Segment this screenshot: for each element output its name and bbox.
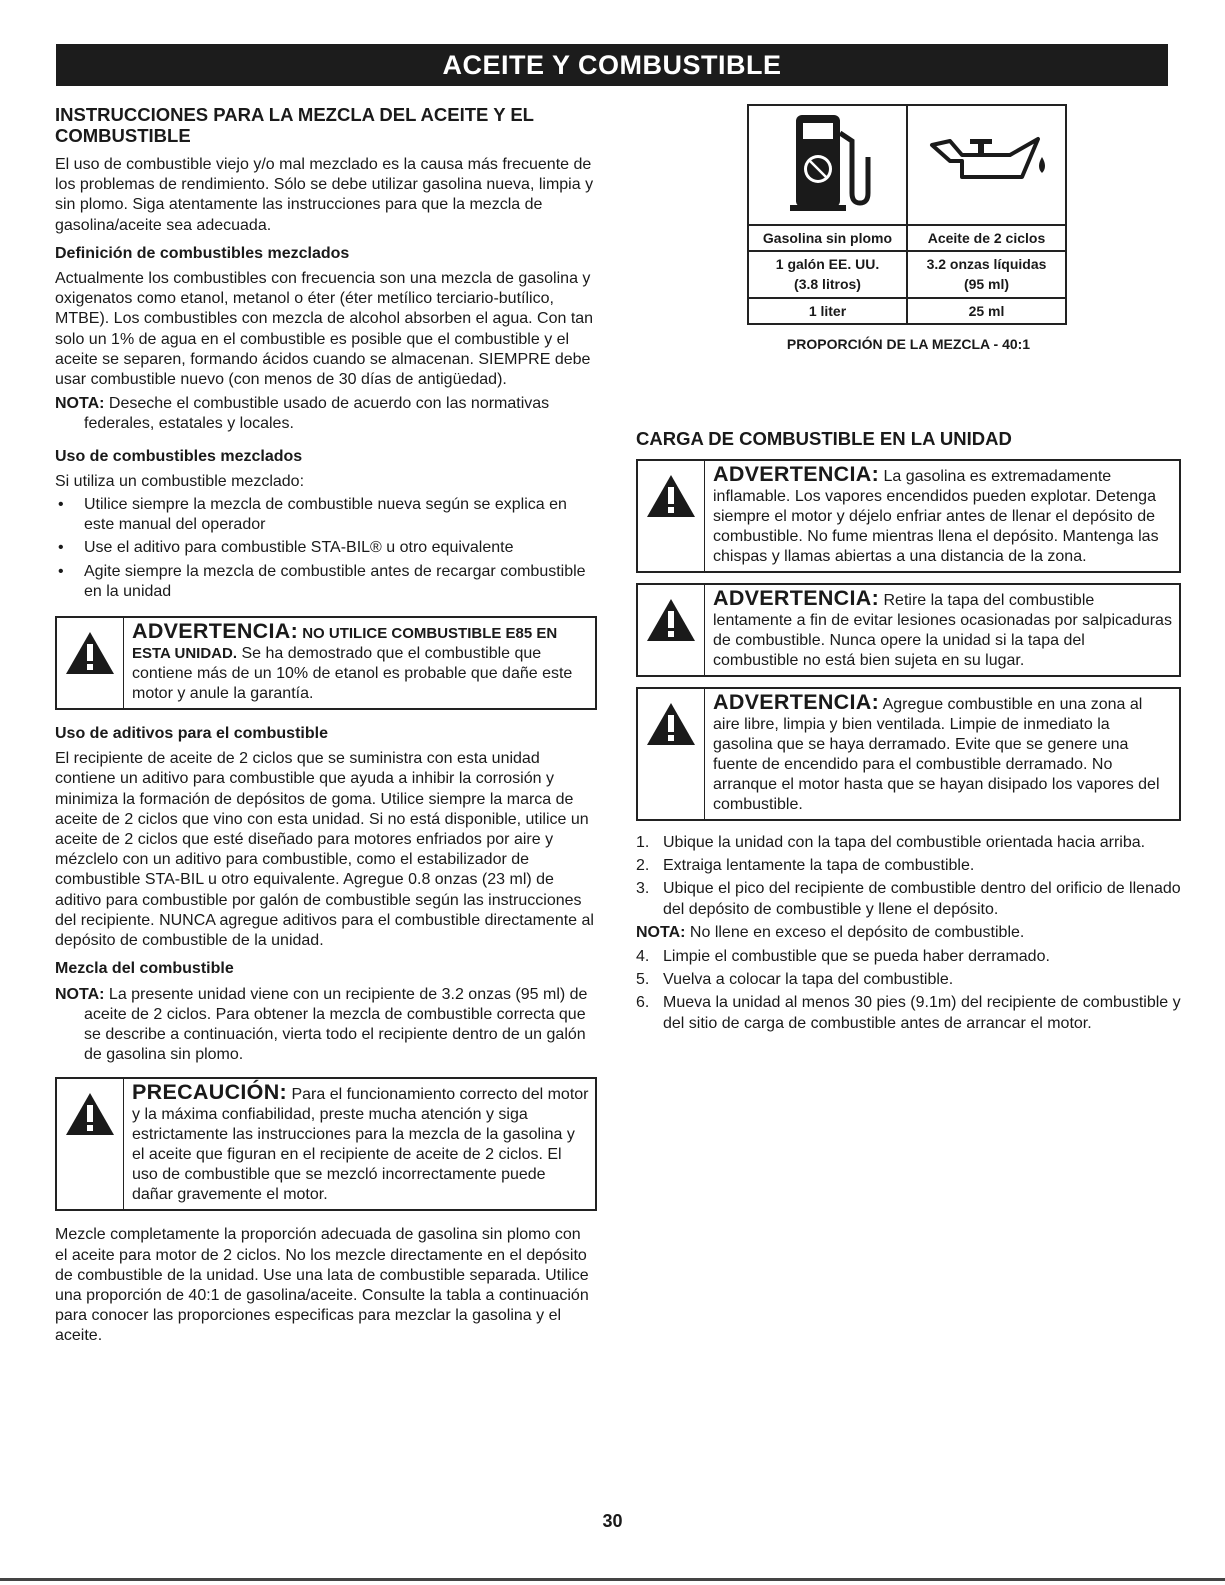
additives-paragraph: El recipiente de aceite de 2 ciclos que se suministra con esta unidad contiene un aditivo para combustible que ayuda a inhibir la corrosión y minimiza la formación de depósitos de goma. Utilice siempre la marca de aceite de 2 ciclos que vino con esta unidad. Si no está disponible, utilice un aceite de 2 ciclos que esté diseñado para motores enfriados por aire y mézclelo con un aditivo para combustible, como el estabilizador de combustible STA-BIL u otro equivalente. Agregue 0.8 onzas (23 ml) de aditivo para combustible por galón de combustible según las instrucciones del recipiente. NUNCA agregue aditivos para el combustible directamente al depósito de combustible de la unidad. bbox=[55, 750, 594, 950]
fuel-mix-heading: Mezcla del combustible bbox=[55, 960, 234, 978]
step-text: Mueva la unidad al menos 30 pies (9.1m) del recipiente de combustible y del sitio de carga de combustible antes de arrancar el motor. bbox=[663, 994, 1181, 1032]
nota-label: NOTA: bbox=[636, 923, 686, 941]
list-item bbox=[636, 879, 1181, 919]
nota-text: No llene en exceso el depósito de combustible. bbox=[685, 923, 1025, 941]
step-text: Extraiga lentamente la tapa de combustible. bbox=[663, 857, 975, 875]
warning-triangle-icon bbox=[57, 618, 124, 708]
warning-caps: NO UTILICE COMBUSTIBLE E85 EN ESTA UNIDAD. bbox=[132, 625, 558, 663]
warning-flammable-text bbox=[705, 461, 1179, 571]
table-cell: 1 liter bbox=[748, 298, 907, 324]
warning-body: Agregue combustible en una zona al aire libre, limpia y bien ventilada. Limpie de inmediato la gasolina que se haya derramado. Evite que se genere una fuente de encendido para el combustible derramado. No arranque el motor hasta que se hayan disipado los vapores del combustible. bbox=[713, 696, 1160, 814]
list-item bbox=[636, 833, 1181, 853]
warning-label: ADVERTENCIA: bbox=[713, 462, 880, 487]
caution-label: PRECAUCIÓN: bbox=[132, 1080, 287, 1105]
list-item bbox=[636, 856, 1181, 876]
table-cell bbox=[748, 251, 907, 297]
fueling-steps-b bbox=[636, 947, 1181, 1034]
warning-e85-box bbox=[55, 616, 597, 710]
fueling-steps-a bbox=[636, 833, 1181, 920]
table-header-gasoline: Gasolina sin plomo bbox=[748, 225, 907, 251]
table-cell-line: 1 galón EE. UU. bbox=[775, 256, 880, 273]
fuel-pump-cell bbox=[748, 105, 907, 225]
warning-triangle-icon bbox=[638, 461, 705, 571]
list-item bbox=[636, 970, 1181, 990]
final-mix-paragraph: Mezcle completamente la proporción adecuada de gasolina sin plomo con el aceite para motor de 2 ciclos. No los mezcle directamente en el depósito de combustible de la unidad. Use una lata de combustible separada. Utilice una proporción de 40:1 de gasolina/aceite. Consulte la tabla a continuación para conocer las proporciones especificas para mezclar la gasolina y el aceite. bbox=[55, 1226, 589, 1345]
step-number: 5. bbox=[636, 971, 650, 989]
warning-triangle-icon bbox=[638, 689, 705, 819]
table-cell-line: (95 ml) bbox=[963, 276, 1010, 293]
table-cell bbox=[907, 251, 1066, 297]
warning-body: Se ha demostrado que el combustible que contiene más de un 10% de etanol es probable que dañe este motor y anule la garantía. bbox=[132, 645, 573, 703]
warning-ventilation-box bbox=[636, 687, 1181, 821]
intro-paragraph: El uso de combustible viejo y/o mal mezclado es la causa más frecuente de los problemas de rendimiento. Sólo se debe utilizar gasolina nueva, limpia y sin plomo. Siga atentamente las instrucciones para que la mezcla de gasolina/aceite sea adecuada. bbox=[55, 156, 594, 234]
warning-triangle-icon bbox=[638, 585, 705, 675]
table-cell: 25 ml bbox=[907, 298, 1066, 324]
fueling-heading: CARGA DE COMBUSTIBLE EN LA UNIDAD bbox=[636, 428, 1012, 450]
definition-paragraph: Actualmente los combustibles con frecuencia son una mezcla de gasolina y oxigenatos como etanol, metanol o éter (éter metílico terciario-butílico, MTBE). Los combustibles con mezcla de alcohol absorben el agua. Con tan solo un 1% de agua en el combustible es posible que el combustible y el aceite se separen, formando ácidos cuando se almacenan. SIEMPRE debe usar combustible nuevo (con menos de 30 días de antigüedad). bbox=[55, 270, 594, 389]
mix-ratio-caption: PROPORCIÓN DE LA MEZCLA - 40:1 bbox=[786, 335, 1031, 352]
nota-label: NOTA: bbox=[55, 395, 105, 413]
warning-label: ADVERTENCIA: bbox=[713, 586, 880, 611]
list-item bbox=[636, 947, 1181, 967]
nota-text: Deseche el combustible usado de acuerdo con las normativas federales, estatales y locales. bbox=[84, 395, 550, 433]
left-column bbox=[55, 104, 597, 1350]
caution-box bbox=[55, 1077, 597, 1211]
table-cell-line: (3.8 litros) bbox=[794, 276, 861, 293]
step-number: 6. bbox=[636, 994, 650, 1012]
bottom-divider bbox=[0, 1578, 1225, 1581]
right-column bbox=[636, 104, 1181, 1037]
mix-instructions-heading: INSTRUCCIONES PARA LA MEZCLA DEL ACEITE Y EL COMBUSTIBLE bbox=[55, 104, 534, 146]
warning-flammable-box bbox=[636, 459, 1181, 573]
warning-e85-text bbox=[124, 618, 595, 708]
step-number: 4. bbox=[636, 948, 650, 966]
warning-label: ADVERTENCIA: bbox=[132, 619, 299, 644]
page-number: 30 bbox=[602, 1511, 623, 1531]
caution-text bbox=[124, 1079, 595, 1209]
additives-heading: Uso de aditivos para el combustible bbox=[55, 725, 328, 743]
fuel-pump-icon bbox=[778, 107, 878, 217]
mixed-fuel-intro: Si utiliza un combustible mezclado: bbox=[55, 472, 305, 490]
nota-oil-container bbox=[55, 985, 597, 1066]
table-cell-line: 3.2 onzas líquidas bbox=[926, 256, 1047, 273]
step-text: Limpie el combustible que se pueda haber derramado. bbox=[663, 948, 1050, 966]
list-item: • Agite siempre la mezcla de combustible antes de recargar combustible en la unidad bbox=[55, 562, 597, 602]
warning-triangle-icon bbox=[57, 1079, 124, 1209]
warning-body: Retire la tapa del combustible lentamente a fin de evitar lesiones ocasionadas por salpicaduras de combustible. Nunca opere la unidad si la tapa del combustible no está bien sujeta en su lugar. bbox=[713, 592, 1172, 670]
nota-label: NOTA: bbox=[55, 985, 105, 1003]
warning-fuel-cap-box bbox=[636, 583, 1181, 677]
warning-label: ADVERTENCIA: bbox=[713, 690, 880, 715]
warning-body: La gasolina es extremadamente inflamable. Los vapores encendidos pueden explotar. Detenga siempre el motor y déjelo enfriar antes de llenar el depósito de combustible. No fume mientras llena el depósito. Mantenga las chispas y llamas abiertas a una distancia de la zona. bbox=[713, 468, 1159, 566]
nota-overfill bbox=[636, 923, 1181, 943]
caution-body: Para el funcionamiento correcto del motor y la máxima confiabilidad, preste mucha atención y siga estrictamente las instrucciones para la mezcla de la gasolina y el aceite que figuran en el recipiente de aceite de 2 ciclos. El uso de combustible que se mezcló incorrectamente puede dañar gravemente el motor. bbox=[132, 1086, 589, 1204]
step-text: Ubique el pico del recipiente de combustible dentro del orificio de llenado del depósito de combustible y llene el depósito. bbox=[663, 880, 1181, 918]
step-text: Ubique la unidad con la tapa del combustible orientada hacia arriba. bbox=[663, 834, 1146, 852]
oil-can-cell bbox=[907, 105, 1066, 225]
step-number: 3. bbox=[636, 880, 650, 898]
warning-fuel-cap-text bbox=[705, 585, 1179, 675]
mix-ratio-table bbox=[747, 104, 1067, 325]
list-item: • Use el aditivo para combustible STA-BIL® u otro equivalente bbox=[55, 538, 597, 558]
definition-heading: Definición de combustibles mezclados bbox=[55, 244, 350, 262]
nota-disposal bbox=[55, 394, 597, 434]
section-banner: ACEITE Y COMBUSTIBLE bbox=[56, 44, 1168, 86]
step-text: Vuelva a colocar la tapa del combustible. bbox=[663, 971, 954, 989]
step-number: 2. bbox=[636, 857, 650, 875]
mixed-fuel-list bbox=[55, 495, 597, 602]
list-item: • Utilice siempre la mezcla de combustible nueva según se explica en este manual del operador bbox=[55, 495, 597, 535]
warning-ventilation-text bbox=[705, 689, 1179, 819]
oil-can-icon bbox=[922, 117, 1052, 207]
list-item bbox=[636, 993, 1181, 1033]
nota-text: La presente unidad viene con un recipiente de 3.2 onzas (95 ml) de aceite de 2 ciclos. Para obtener la mezcla de combustible correcta que se describe a continuación, vierta todo el recipiente dentro de un galón de gasolina sin plomo. bbox=[84, 985, 588, 1064]
step-number: 1. bbox=[636, 834, 650, 852]
mixed-fuel-use-heading: Uso de combustibles mezclados bbox=[55, 447, 303, 465]
table-header-oil: Aceite de 2 ciclos bbox=[907, 225, 1066, 251]
